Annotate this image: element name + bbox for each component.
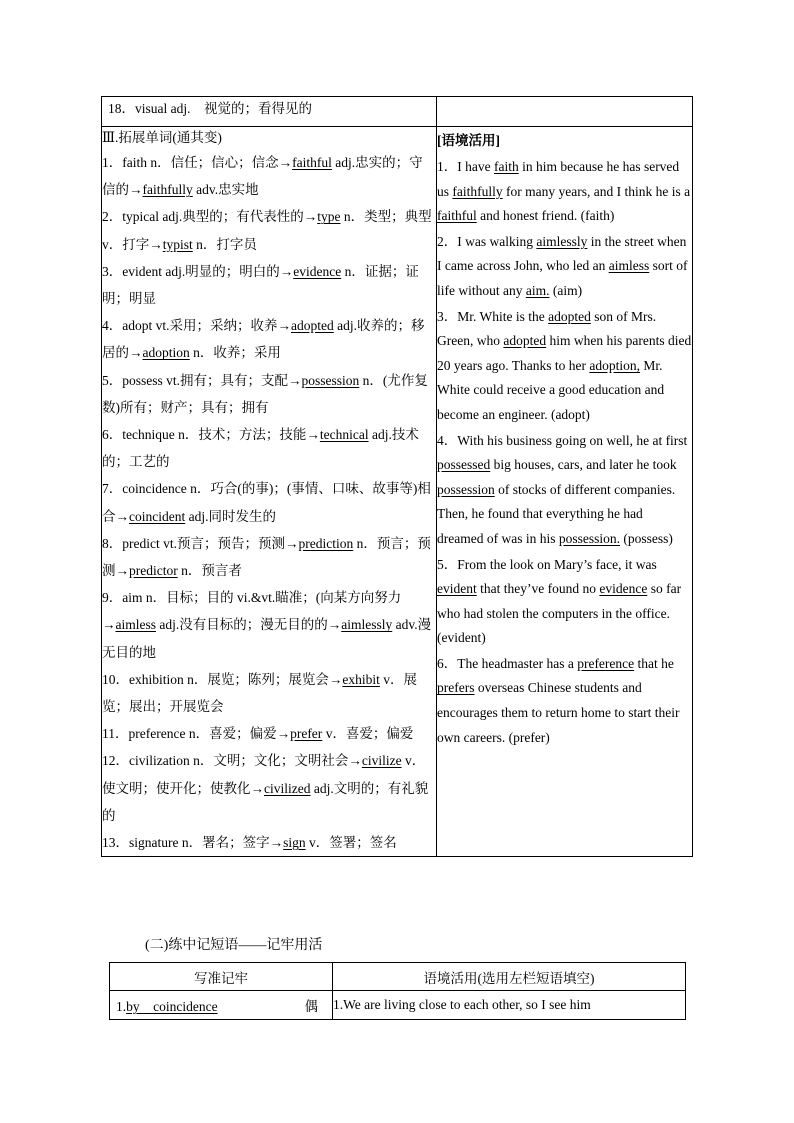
entry-text: 9．aim n．目标；目的 vi.&vt.瞄准；(向某方向努力→ bbox=[102, 590, 402, 633]
context-list bbox=[437, 155, 692, 750]
vocab-entry bbox=[102, 747, 436, 829]
entry-text: 8．predict vt.预言；预告；预测→ bbox=[102, 535, 299, 551]
paragraph-text: big houses, cars, and later he took bbox=[490, 457, 677, 473]
answer-word: civilized bbox=[264, 780, 311, 796]
answer-word: aimlessly bbox=[341, 617, 393, 633]
answer-word: evidence bbox=[293, 263, 342, 279]
answer-word: prediction bbox=[298, 535, 354, 551]
vocab-entry bbox=[102, 475, 436, 529]
answer-word: adoption, bbox=[589, 357, 640, 373]
entry-text: n．预言；预测→ bbox=[102, 535, 431, 579]
vocab-table bbox=[101, 96, 693, 857]
answer-word: predictor bbox=[129, 563, 178, 579]
context-paragraph bbox=[437, 553, 692, 651]
context-paragraph bbox=[437, 155, 692, 229]
answer-word: faith bbox=[493, 159, 519, 174]
entry-text: 2．typical adj.典型的；有代表性的→ bbox=[102, 209, 318, 225]
vocab-entry bbox=[102, 720, 436, 747]
answer-word: faithfully bbox=[452, 183, 503, 199]
vocab-entry bbox=[102, 367, 436, 421]
entry-text: n．(尤作复数)所有；财产；具有；拥有 bbox=[102, 372, 428, 415]
paragraph-text: him when his parents died 20 years ago. Thanks to her bbox=[437, 333, 692, 373]
entry-text: 6．technique n．技术；方法；技能→ bbox=[102, 427, 320, 443]
table-header-row bbox=[110, 963, 686, 991]
entry-text: 7．coincidence n．巧合(的事)；(事情、口味、故事等)相合→ bbox=[102, 481, 431, 524]
entry-text: adj.文明的；有礼貌的 bbox=[102, 780, 429, 823]
answer-word: sign bbox=[283, 835, 306, 851]
entry-text: 5．possess vt.拥有；具有；支配→ bbox=[102, 372, 302, 388]
paragraph-text: that he bbox=[634, 655, 674, 671]
entry-text: 11．preference n．喜爱；偏爱→ bbox=[102, 726, 291, 742]
table-row bbox=[110, 991, 686, 1020]
answer-word: faithful bbox=[437, 208, 477, 224]
vocab-entry bbox=[102, 666, 436, 720]
paragraph-text: in him because he has served us bbox=[437, 159, 680, 199]
entry-text: n．预言者 bbox=[177, 563, 242, 579]
entry-text: adj.收养的；移居的→ bbox=[102, 318, 425, 361]
paragraph-text: that they’ve found no bbox=[476, 581, 600, 597]
context-paragraph bbox=[437, 305, 692, 428]
paragraph-text: 1．I have bbox=[437, 159, 494, 174]
answer-word: type bbox=[317, 209, 341, 225]
context-paragraph bbox=[437, 429, 692, 552]
answer-word: technical bbox=[319, 427, 369, 443]
paragraph-text: overseas Chinese students and encourages them to return home to start their own careers. (prefer) bbox=[437, 680, 680, 745]
answer-word: prefers bbox=[437, 680, 475, 696]
vocab-entry bbox=[102, 258, 436, 312]
answer-word: exhibit bbox=[342, 671, 380, 687]
row18-empty-cell bbox=[437, 97, 693, 127]
answer-word: prefer bbox=[290, 726, 323, 742]
entry-text: adj.技术的；工艺的 bbox=[102, 427, 419, 470]
entry-text: adj.同时发生的 bbox=[185, 508, 276, 524]
answer-word: aim. bbox=[525, 282, 550, 298]
entry-text: v．使文明；使开化；使教化→ bbox=[102, 753, 426, 796]
vocab-entry bbox=[102, 584, 436, 666]
answer-word: evidence bbox=[599, 581, 648, 597]
answer-word: adoption bbox=[142, 345, 190, 361]
entry-text: 12．civilization n．文明；文化；文明社会→ bbox=[102, 753, 362, 769]
paragraph-text: 5．From the look on Mary’s face, it was bbox=[437, 556, 657, 572]
vocab-cell bbox=[102, 127, 437, 857]
entry-text: 10．exhibition n．展览；陈列；展览会→ bbox=[102, 671, 343, 687]
vocab-entry bbox=[102, 829, 436, 856]
answer-word: possessed bbox=[437, 457, 491, 473]
paragraph-text: 4．With his business going on well, he at first bbox=[437, 432, 688, 448]
answer-word: evident bbox=[437, 581, 477, 597]
entry-text: v．签署；签名 bbox=[305, 835, 397, 851]
vocab-entry bbox=[102, 203, 436, 257]
answer-word: civilize bbox=[361, 753, 402, 769]
answer-word: preference bbox=[577, 655, 635, 671]
paragraph-text: sort of life without any bbox=[437, 258, 688, 298]
answer-word: adopted bbox=[503, 333, 547, 349]
entry-text: adv.漫无目的地 bbox=[102, 617, 432, 660]
vocab-entry bbox=[102, 312, 436, 366]
phrase-table bbox=[109, 962, 686, 1020]
entry-text: 4．adopt vt.采用；采纳；收养→ bbox=[102, 318, 291, 334]
answer-word: typist bbox=[162, 236, 193, 252]
entry-text: adv.忠实地 bbox=[192, 182, 259, 198]
paragraph-text: 3．Mr. White is the bbox=[437, 308, 549, 324]
sentence-cell: 1.We are living close to each other, so I see him bbox=[333, 991, 686, 1020]
row18-cell: 18．visual adj. 视觉的；看得见的 bbox=[102, 97, 437, 127]
col1-header: 写准记牢 bbox=[110, 963, 333, 991]
paragraph-text: 2．I was walking bbox=[437, 233, 537, 249]
answer-word: faithful bbox=[292, 155, 332, 170]
paragraph-text: 6．The headmaster has a bbox=[437, 655, 578, 671]
answer-word: aimless bbox=[115, 617, 156, 633]
phrase-meaning: 偶 bbox=[304, 999, 318, 1014]
context-title: [语境活用] bbox=[437, 133, 500, 148]
answer-word: aimlessly bbox=[536, 233, 588, 249]
entry-text: adj.没有目标的；漫无目的的→ bbox=[156, 617, 342, 633]
table-row bbox=[102, 97, 693, 127]
context-cell bbox=[437, 127, 693, 857]
context-paragraph bbox=[437, 652, 692, 750]
entry-text: 1．faith n．信任；信心；信念→ bbox=[102, 155, 293, 170]
paragraph-text: for many years, and I think he is a bbox=[502, 183, 691, 199]
table-row bbox=[102, 127, 693, 857]
vocab-entry bbox=[102, 421, 436, 475]
answer-word: coincident bbox=[129, 508, 186, 524]
entry-text: v．喜爱；偏爱 bbox=[322, 726, 414, 742]
answer-word: possession bbox=[437, 481, 495, 497]
entry-text: n．打字员 bbox=[192, 236, 257, 252]
answer-word: possession. bbox=[558, 530, 620, 546]
entry-text: n．证据；证明；明显 bbox=[102, 263, 419, 307]
phrase-answer: by coincidence bbox=[126, 999, 218, 1014]
phrase-cell bbox=[110, 991, 333, 1020]
answer-word: adopted bbox=[548, 308, 591, 324]
paragraph-text: (possess) bbox=[619, 530, 673, 546]
answer-word: faithfully bbox=[142, 182, 193, 198]
col2-header: 语境活用(选用左栏短语填空) bbox=[333, 963, 686, 991]
paragraph-text: Mr. White could receive a good education and become an engineer. (adopt) bbox=[437, 357, 665, 422]
paragraph-text: in the street when I came across John, who led an bbox=[437, 233, 687, 274]
entry-text: 3．evident adj.明显的；明白的→ bbox=[102, 263, 294, 279]
entry-text: n．收养；采用 bbox=[189, 345, 281, 361]
paragraph-text: (aim) bbox=[549, 282, 583, 298]
vocab-entry bbox=[102, 530, 436, 584]
entry-text: n．类型；典型 v．打字→ bbox=[102, 209, 432, 252]
entry-text: v．展览；展出；开展览会 bbox=[102, 671, 417, 715]
answer-word: adopted bbox=[291, 318, 334, 334]
paragraph-text: of stocks of different companies. Then, he found that everything he had dreamed of was in his bbox=[437, 481, 676, 546]
answer-word: possession bbox=[301, 372, 360, 388]
answer-word: aimless bbox=[608, 258, 650, 274]
paragraph-text: so far who had stolen the computers in the office. (evident) bbox=[437, 581, 682, 646]
vocab-entry bbox=[102, 149, 436, 203]
context-paragraph bbox=[437, 230, 692, 304]
entry-text: 13．signature n．署名；签字→ bbox=[102, 835, 284, 851]
entry-text: adj.忠实的；守信的→ bbox=[102, 155, 423, 198]
section2-heading: (二)练中记短语——记牢用活 bbox=[145, 938, 323, 953]
paragraph-text: son of Mrs. Green, who bbox=[437, 308, 657, 349]
phrase-number: 1. bbox=[116, 999, 127, 1014]
entry-list bbox=[102, 149, 436, 856]
section-title: Ⅲ.拓展单词(通其变) bbox=[102, 130, 222, 145]
paragraph-text: and honest friend. (faith) bbox=[476, 208, 615, 224]
